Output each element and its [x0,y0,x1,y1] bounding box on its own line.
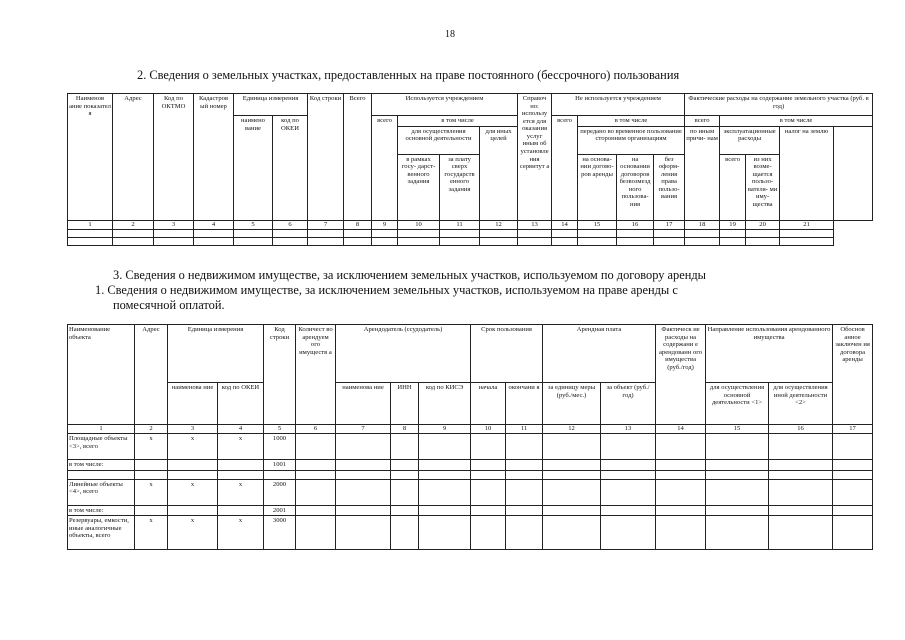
row-name: Площадные объекты <3>, всего [68,434,135,460]
th-unit: Единица измерения [234,94,308,116]
col-num: 8 [344,220,372,229]
th-no-docs: без оформ- ления права пользо- вания [654,154,685,220]
col-num: 21 [780,220,834,229]
row-name: в том числе: [68,505,135,516]
th-lessor-name: наименова ние [336,383,391,425]
col-num: 3 [154,220,194,229]
th-exp-incl: в том числе [720,116,873,127]
section-3-1-title: 1. Сведения о недвижимом имуществе, за исключением земельных участков, используемом на праве аренды с [95,283,678,297]
col-num: 13 [601,425,656,434]
th-exp-total: всего [685,116,720,127]
th-nu-incl: в том числе [578,116,685,127]
col-num: 18 [685,220,720,229]
col-num: 14 [656,425,706,434]
col-num: 4 [194,220,234,229]
section-3-1-title-cont: помесячной оплатой. [113,298,225,312]
th-blank [834,126,873,220]
th-op-total: всего [720,154,746,220]
th-total: Всего [344,94,372,221]
th-on-lease: на основа- нии догово- ров аренды [578,154,617,220]
th-inn: ИНН [391,383,419,425]
row-unit-code: х [218,516,264,550]
th-used-total: всего [372,116,398,221]
th-unit-code: код по ОКЕИ [273,116,308,221]
th-used-incl: в том числе [398,116,518,127]
table-row [68,505,873,516]
th-quantity: Количест во арендуем ого имуществ а [296,325,336,425]
col-num: 16 [769,425,833,434]
th-term: Срок пользования [471,325,543,383]
row-code: 2000 [264,479,296,505]
th-term-start: начала [471,383,506,425]
col-num: 5 [264,425,296,434]
col-num: 9 [419,425,471,434]
leased-property-table [67,324,873,550]
th-other-reasons: по иным причи- нам [685,126,720,220]
table-row [68,434,873,460]
col-num: 4 [218,425,264,434]
col-num: 1 [68,425,135,434]
th-object-name: Наименование объекта [68,325,135,425]
section-3-title: 3. Сведения о недвижимом имуществе, за исключением земельных участков, используемом по договору аренды [113,268,707,282]
table-row [68,470,873,479]
col-num: 10 [471,425,506,434]
th-actual-expenses: Фактическ ие расходы на содержани е арендованн ого имущества (руб./год) [656,325,706,425]
th-reference: Справоч но: использу ется для оказания услуг иным об установления сервитут а [518,94,552,221]
row-address: х [135,434,168,460]
column-number-row [68,220,873,229]
col-num: 11 [506,425,543,434]
row-code: 2001 [264,505,296,516]
th-land-tax: налог на землю [780,126,834,220]
th-rent-object: за объект (руб./год) [601,383,656,425]
th-expenses: Фактические расходы на содержание земельного участка (руб. в год) [685,94,873,116]
th-direction: Направление использования арендованного имущества [706,325,833,383]
th-for-main: для осуществления основной деятельности [398,126,480,154]
th-kpp: код по КИСЭ [419,383,471,425]
table-row [68,460,873,471]
row-code: 1001 [264,460,296,471]
col-num: 17 [654,220,685,229]
th-unit-code: код по ОКЕИ [218,383,264,425]
th-transferred: передано во временное пользование сторонним организациям [578,126,685,154]
row-address: х [135,516,168,550]
col-num: 2 [113,220,154,229]
th-address: Адрес [135,325,168,425]
land-plots-table [67,93,873,246]
th-unit: Единица измерения [168,325,264,383]
row-code: 1000 [264,434,296,460]
section-2-title: 2. Сведения о земельных участках, предоставленных на праве постоянного (бессрочного) пользования [137,68,680,82]
row-address: х [135,479,168,505]
col-num: 12 [543,425,601,434]
row-unit-name: х [168,479,218,505]
col-num: 17 [833,425,873,434]
th-justification: Обоснов анное заключен ия договора аренды [833,325,873,425]
col-num: 15 [578,220,617,229]
col-num: 11 [440,220,480,229]
col-num: 1 [68,220,113,229]
col-num: 5 [234,220,273,229]
row-code: 3000 [264,516,296,550]
col-num: 9 [372,220,398,229]
th-cadastral: Кадастров ый номер [194,94,234,221]
row-name: Резервуары, емкости, иные аналогичные объекты, всего [68,516,135,550]
col-num: 19 [720,220,746,229]
col-num: 14 [552,220,578,229]
column-number-row [68,425,873,434]
table-row [68,237,873,245]
page-number: 18 [445,29,455,40]
th-used: Используется учреждением [372,94,518,116]
col-num: 13 [518,220,552,229]
th-row-code: Код строки [264,325,296,425]
th-unit-name: наимено вание [234,116,273,221]
th-within-task: в рамках госу- дарст- венного задания [398,154,440,220]
th-not-used: Не используется учреждением [552,94,685,116]
col-num: 3 [168,425,218,434]
col-num: 6 [273,220,308,229]
col-num: 16 [617,220,654,229]
th-oktmo: Код по ОКТМО [154,94,194,221]
col-num: 2 [135,425,168,434]
row-name: в том числе: [68,460,135,471]
th-nu-total: всего [552,116,578,221]
row-unit-code: х [218,479,264,505]
row-unit-code: х [218,434,264,460]
th-rent: Арендная плата [543,325,656,383]
table-row [68,479,873,505]
col-num: 20 [746,220,780,229]
col-num: 7 [336,425,391,434]
th-operational: эксплуатационные расходы [720,126,780,154]
col-num: 8 [391,425,419,434]
th-dir-other: для осуществления иной деятельности <2> [769,383,833,425]
th-address: Адрес [113,94,154,221]
th-op-reimbursed: из них возме- щается пользо- вателя- ми иму- щества [746,154,780,220]
th-lessor: Арендодатель (ссудодатель) [336,325,471,383]
th-row-code: Код строки [308,94,344,221]
th-on-free: на основании договоров безвозмезд ного пользова- ния [617,154,654,220]
th-dir-main: для осуществления основной деятельности <1> [706,383,769,425]
table-row [68,516,873,550]
col-num: 10 [398,220,440,229]
table-row [68,229,873,237]
th-term-end: окончани я [506,383,543,425]
th-indicator-name: Наименов ание показател я [68,94,113,221]
th-for-other: для иных целей [480,126,518,220]
col-num: 7 [308,220,344,229]
row-name: Линейные объекты <4>, всего [68,479,135,505]
th-unit-name: наименова ние [168,383,218,425]
row-unit-name: х [168,516,218,550]
th-for-fee: за плату сверх государств енного задания [440,154,480,220]
col-num: 15 [706,425,769,434]
col-num: 12 [480,220,518,229]
th-rent-unit: за единицу меры (руб./мес.) [543,383,601,425]
col-num: 6 [296,425,336,434]
row-unit-name: х [168,434,218,460]
